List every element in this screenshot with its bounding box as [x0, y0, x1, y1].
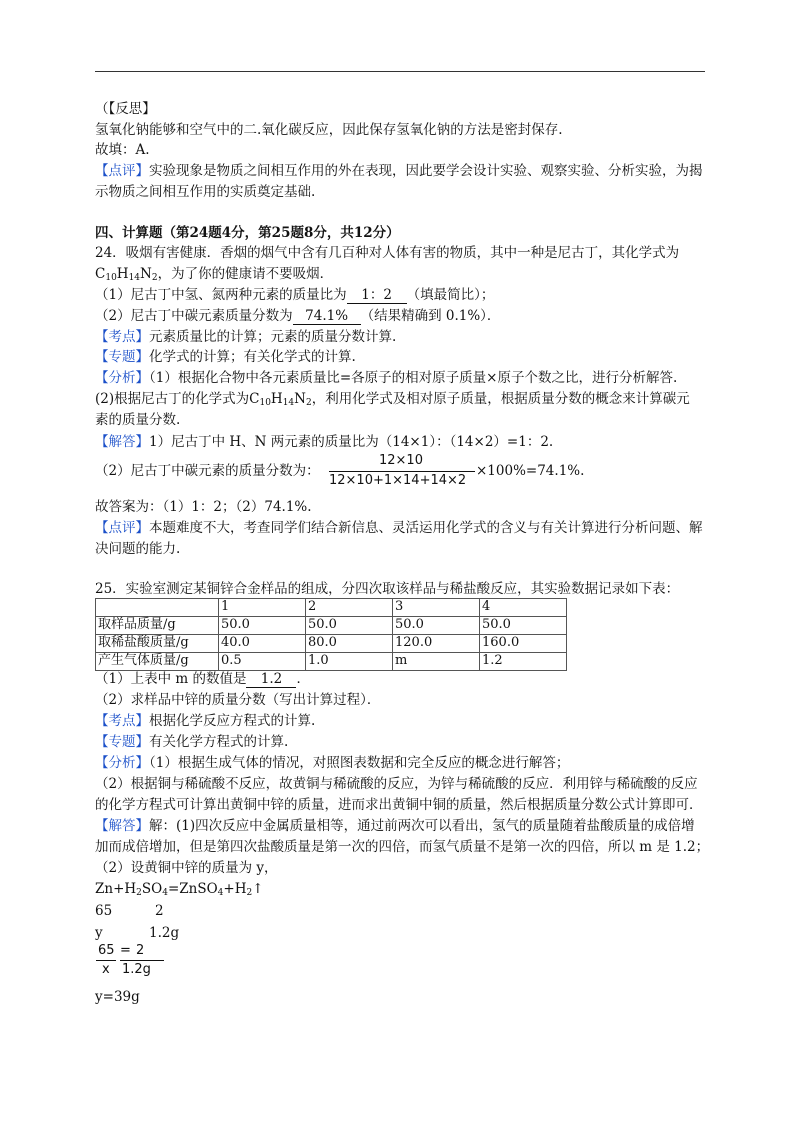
q25-zhuanti: 【专题】有关化学方程式的计算.	[95, 734, 289, 750]
comment-tag: 【点评】	[95, 163, 149, 179]
q24-fenxi: 【分析】（1）根据化合物中各元素质量比=各原子的相对原子质量×原子个数之比，进行分析解答.	[95, 370, 678, 386]
fraction-carbon	[329, 453, 477, 493]
table-cell: 160.0	[480, 635, 567, 653]
table-cell: m	[393, 653, 480, 671]
q25-kaodian: 【考点】根据化学反应方程式的计算.	[95, 713, 316, 729]
q24-zhuanti: 【专题】化学式的计算；有关化学式的计算.	[95, 349, 356, 365]
table-cell: 取稀盐酸质量/g	[96, 635, 219, 653]
mass-row-1: 65	[95, 903, 113, 919]
comment-1-cont: 示物质之间相互作用的实质奠定基础.	[95, 184, 316, 200]
comment-text: 实验现象是物质之间相互作用的外在表现，因此要学会设计实验、观察实验、分析实验，为揭	[149, 163, 703, 179]
data-table	[95, 598, 567, 671]
table-cell: 产生气体质量/g	[96, 653, 219, 671]
table-header-row	[96, 599, 567, 617]
reaction-equation: $Zn+H_2SO_4=ZnSO_4+H_2↑$	[95, 881, 264, 898]
header-rule	[95, 71, 705, 72]
table-cell: 50.0	[306, 617, 393, 635]
comment-1	[95, 162, 703, 180]
fraction-numerator: 12×10	[379, 453, 423, 468]
q25-fenxi-3: 的化学方程式可计算出黄铜中锌的质量，进而求出黄铜中铜的质量，然后根据质量分数公式计算即可．	[95, 797, 703, 813]
mass-row-2-b: 1.2g	[149, 925, 180, 941]
table-row	[96, 635, 567, 653]
proportion-fraction: 65 = 2 x 1.2g	[96, 943, 176, 981]
q25-jieda-3: （2）设黄铜中锌的质量为 y，	[95, 860, 278, 876]
q25-jieda-2: 加而成倍增加，但是第四次盐酸质量是第一次的四倍，而氢气质量不是第一次的四倍，所以 m 是 1.2；	[95, 839, 710, 855]
q24-jieda-2: （2）尼古丁中碳元素的质量分数为：	[95, 463, 320, 479]
mass-row-2: y	[95, 925, 103, 941]
q24-answer: 故答案为：（1）1：2；（2）74.1%.	[95, 499, 312, 515]
formula-nicotine: $C_{10}H_{14}N_2$	[95, 266, 158, 283]
table-cell: 1.2	[480, 653, 567, 671]
q25-jieda: 【解答】解：(1)四次反应中金属质量相等，通过前两次可以看出，氢气的质量随着盐酸质量的成倍增	[95, 818, 695, 834]
reflection-text: 氢氧化钠能够和空气中的二.氧化碳反应，因此保存氢氧化钠的方法是密封保存.	[95, 122, 563, 138]
q24-fenxi-3: 素的质量分数.	[95, 412, 181, 428]
fraction-denominator: 12×10+1×14+14×2	[329, 473, 467, 488]
q24-dianping-2: 决问题的能力.	[95, 541, 181, 557]
table-cell: 50.0	[393, 617, 480, 635]
q24-answer-1: 1：2	[347, 288, 407, 304]
table-cell: 1.0	[306, 653, 393, 671]
q25-stem: 25．实验室测定某铜锌合金样品的组成，分四次取该样品与稀盐酸反应，其实验数据记录如下表：	[95, 581, 680, 597]
q24-stem: 24．吸烟有害健康．香烟的烟气中含有几百种对人体有害的物质，其中一种是尼古丁，其化学式为	[95, 245, 680, 261]
q24-kaodian: 【考点】元素质量比的计算；元素的质量分数计算.	[95, 329, 397, 345]
table-row	[96, 653, 567, 671]
q24-answer-2: 74.1%	[293, 309, 361, 325]
table-cell: 50.0	[219, 617, 306, 635]
q24-dianping: 【点评】本题难度不大，考查同学们结合新信息、灵活运用化学式的含义与有关计算进行分析问题、解	[95, 520, 703, 536]
table-cell: 120.0	[393, 635, 480, 653]
mass-row-1-b: 2	[155, 903, 164, 919]
table-header-cell	[96, 599, 219, 617]
reflection-title: （【反思】	[95, 101, 156, 117]
q25-fenxi: 【分析】（1）根据生成气体的情况，对照图表数据和完全反应的概念进行解答；	[95, 755, 570, 771]
formula-nicotine-2: $C_{10}H_{14}N_2$	[249, 391, 312, 408]
table-header-cell: 4	[480, 599, 567, 617]
table-header-cell: 3	[393, 599, 480, 617]
table-cell: 取样品质量/g	[96, 617, 219, 635]
table-cell: 50.0	[480, 617, 567, 635]
table-cell: 40.0	[219, 635, 306, 653]
section-title: 四、计算题（第24题4分，第25题8分，共12分）	[95, 225, 400, 241]
table-header-cell: 1	[219, 599, 306, 617]
q24-part2: （2）尼古丁中碳元素质量分数为 74.1% （结果精确到 0.1%）．	[95, 308, 501, 324]
q25-answer-1: 1.2	[246, 672, 296, 688]
table-cell: 80.0	[306, 635, 393, 653]
q24-jieda-2-result: ×100%=74.1%.	[476, 463, 585, 479]
q24-jieda: 【解答】1）尼古丁中 H、N 两元素的质量比为（14×1）：（14×2）=1：2.	[95, 434, 554, 450]
q25-fenxi-2: （2）根据铜与稀硫酸不反应，故黄铜与稀硫酸的反应，为锌与稀硫酸的反应．利用锌与稀硫酸的反应	[95, 776, 698, 792]
table-cell: 0.5	[219, 653, 306, 671]
q24-fenxi-2: (2)根据尼古丁的化学式为$C_{10}H_{14}N_2$，利用化学式及相对原子质量，根据质量分数的概念来计算碳元	[95, 391, 690, 408]
q25-part2: （2）求样品中锌的质量分数（写出计算过程）．	[95, 692, 381, 708]
q25-part1: （1）上表中 m 的数值是 1.2 ．	[95, 671, 310, 687]
q24-part1: （1）尼古丁中氢、氮两种元素的质量比为 1：2 （填最简比）；	[95, 287, 495, 303]
table-header-cell: 2	[306, 599, 393, 617]
fraction-bar	[329, 471, 475, 472]
reflection-answer: 故填：A.	[95, 142, 150, 158]
result-line: y=39g	[95, 989, 140, 1005]
q24-stem-cont: $C_{10}H_{14}N_2$，为了你的健康请不要吸烟．	[95, 266, 334, 283]
table-row	[96, 617, 567, 635]
